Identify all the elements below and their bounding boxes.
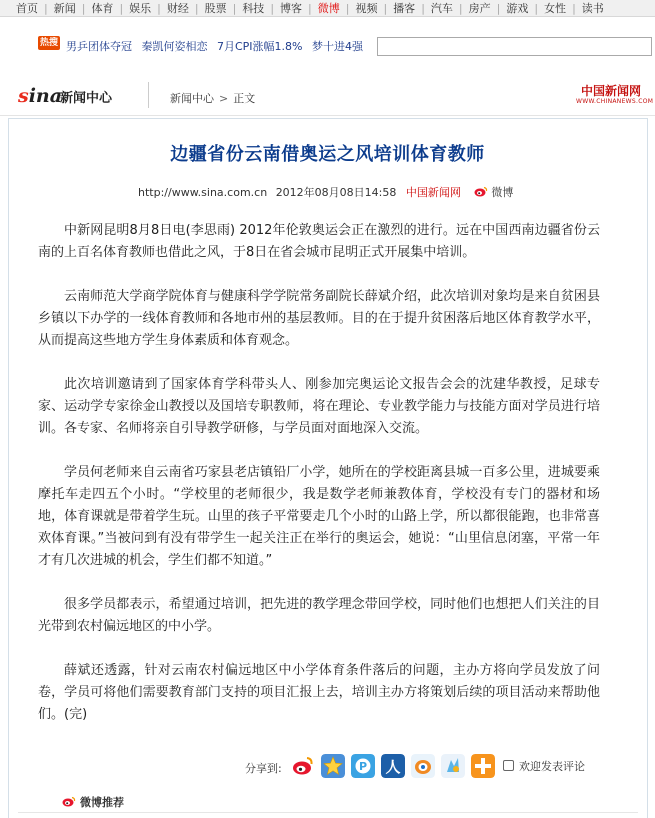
breadcrumb-news-center[interactable]: 新闻中心 — [170, 92, 214, 105]
nav-item[interactable]: 女性 — [544, 2, 567, 15]
hot-links — [66, 38, 369, 54]
nav-item[interactable]: 游戏 — [506, 2, 529, 15]
nav-separator: | — [81, 2, 86, 15]
nav-separator: | — [534, 2, 539, 15]
hot-search-bar — [0, 34, 655, 58]
nav-item[interactable]: 视频 — [355, 2, 378, 15]
nav-separator: | — [572, 2, 576, 15]
nav-item[interactable]: 读书 — [581, 2, 604, 15]
nav-separator: | — [383, 2, 388, 15]
article-paragraph: 很多学员都表示，希望通过培训，把先进的教学理念带回学校，同时他们也想把人们关注的目光带到农村偏远地区的中小学。 — [38, 597, 600, 634]
favorite-star-icon[interactable] — [321, 754, 345, 778]
hot-link[interactable]: 梦十进4强 — [312, 40, 364, 53]
nav-separator: | — [270, 2, 275, 15]
meta-weibo-link[interactable]: 微博 — [474, 186, 513, 199]
nav-item[interactable]: 播客 — [393, 2, 416, 15]
weibo-recommend[interactable]: 微博推荐 — [62, 794, 124, 810]
channel-header — [0, 78, 655, 116]
article-body — [38, 220, 600, 748]
meta-date: 2012年08月08日14:58 — [275, 186, 397, 199]
article-paragraph: 中新网昆明8月8日电(李思雨) 2012年伦敦奥运会正在激烈的进行。远在中国西南边疆省份云南的上百名体育教师也借此之风，于8日在省会城市昆明正式开展集中培训。 — [38, 223, 600, 260]
comment-link[interactable]: 欢迎发表评论 — [519, 760, 585, 773]
comment-icon[interactable] — [503, 760, 514, 771]
qzone-icon[interactable] — [351, 754, 375, 778]
breadcrumb-arrow-icon: > — [219, 92, 229, 105]
header-divider — [148, 82, 149, 108]
sina-weibo-icon[interactable] — [291, 754, 315, 778]
article-paragraph: 薛斌还透露，针对云南农村偏远地区中小学体育条件落后的问题，主办方将向学员发放了问卷，学员可将他们需要教育部门支持的项目汇报上去，培训主办方将策划后续的项目活动来帮助他们。(完) — [38, 663, 600, 722]
nav-separator: | — [458, 2, 463, 15]
nav-item[interactable]: 首页 — [16, 2, 38, 15]
weibo-icon — [62, 796, 76, 807]
nav-item[interactable]: 微博 — [317, 2, 340, 15]
divider — [18, 812, 638, 813]
nav-item[interactable]: 娱乐 — [129, 2, 152, 15]
chinanews-logo[interactable]: 中国新闻网 WWW.CHINANEWS.COM — [576, 84, 654, 105]
article-paragraph: 此次培训邀请到了国家体育学科带头人、刚参加完奥运论文报告会会的沈建华教授，足球专家、运动学专家徐金山教授以及国培专职教师，将在理论、专业教学能力与技能方面对学员进行培训。各专家、名师将亲自引导教学研修，与学员面对面地深入交流。 — [38, 377, 600, 436]
nav-separator: | — [194, 2, 199, 15]
nav-item[interactable]: 体育 — [91, 2, 114, 15]
renren-icon[interactable] — [381, 754, 405, 778]
news-center-logo[interactable]: 新闻中心 — [60, 91, 113, 106]
nav-item[interactable]: 房产 — [468, 2, 491, 15]
breadcrumb-current: 正文 — [233, 92, 256, 105]
nav-separator: | — [119, 2, 124, 15]
meta-url[interactable]: http://www.sina.com.cn — [138, 186, 268, 199]
nav-separator: | — [421, 2, 425, 15]
nav-separator: | — [157, 2, 161, 15]
more-plus-icon[interactable] — [471, 754, 495, 778]
hot-link[interactable]: 男乒团体夺冠 — [66, 40, 132, 53]
article-paragraph: 学员何老师来自云南省巧家县老店镇铅厂小学，她所在的学校距离县城一百多公里，进城要乘摩托车走四五个小时。“学校里的老师很少，我是数学老师兼教体育，学校没有专门的器材和场地，体育课就是带着学生玩。山里的孩子平常要走几个小时的山路上学，所以都很能跑，也非常喜欢体育课。”当被问到有没有带学生一起关注正在举行的奥运会，她说：“山里信息闭塞，平常一年才有几次进城的机会，学生们都不知道。” — [38, 465, 600, 568]
hot-badge: 热搜 — [39, 38, 58, 48]
nav-separator: | — [232, 2, 237, 15]
sina-logo[interactable]: sina — [18, 85, 63, 107]
nav-item[interactable]: 新闻 — [53, 2, 76, 15]
nav-item[interactable]: 财经 — [166, 2, 189, 15]
breadcrumb — [170, 90, 255, 106]
nav-item[interactable]: 科技 — [242, 2, 265, 15]
nav-separator: | — [44, 2, 48, 15]
svg-text:人: 人 — [385, 758, 401, 776]
article-paragraph: 云南师范大学商学院体育与健康科学学院常务副院长薛斌介绍，此次培训对象均是来自贫困县乡镇以下办学的一线体育教师和各地市州的基层教师。目的在于提升贫困落后地区体育教学水平，从而提高这些地方学生身体素质和体育观念。 — [38, 289, 600, 348]
nav-item[interactable]: 股票 — [204, 2, 227, 15]
nav-separator: | — [345, 2, 350, 15]
share-label: 分享到: — [245, 762, 282, 775]
kaixin-icon[interactable] — [441, 754, 465, 778]
top-nav — [0, 0, 655, 17]
nav-separator: | — [308, 2, 312, 15]
article-meta — [138, 184, 513, 200]
weibo-icon — [474, 186, 488, 197]
svg-text:P: P — [358, 760, 368, 773]
nav-separator: | — [496, 2, 501, 15]
search-input[interactable] — [377, 37, 652, 56]
nav-item[interactable]: 博客 — [280, 2, 303, 15]
meta-source[interactable]: 中国新闻网 — [405, 186, 461, 199]
hot-link[interactable]: 7月CPI涨幅1.8% — [217, 40, 303, 53]
tencent-icon[interactable] — [411, 754, 435, 778]
nav-item[interactable]: 汽车 — [430, 2, 453, 15]
hot-link[interactable]: 秦凯何姿相恋 — [141, 40, 208, 53]
article-title: 边疆省份云南借奥运之风培训体育教师 — [170, 144, 485, 165]
